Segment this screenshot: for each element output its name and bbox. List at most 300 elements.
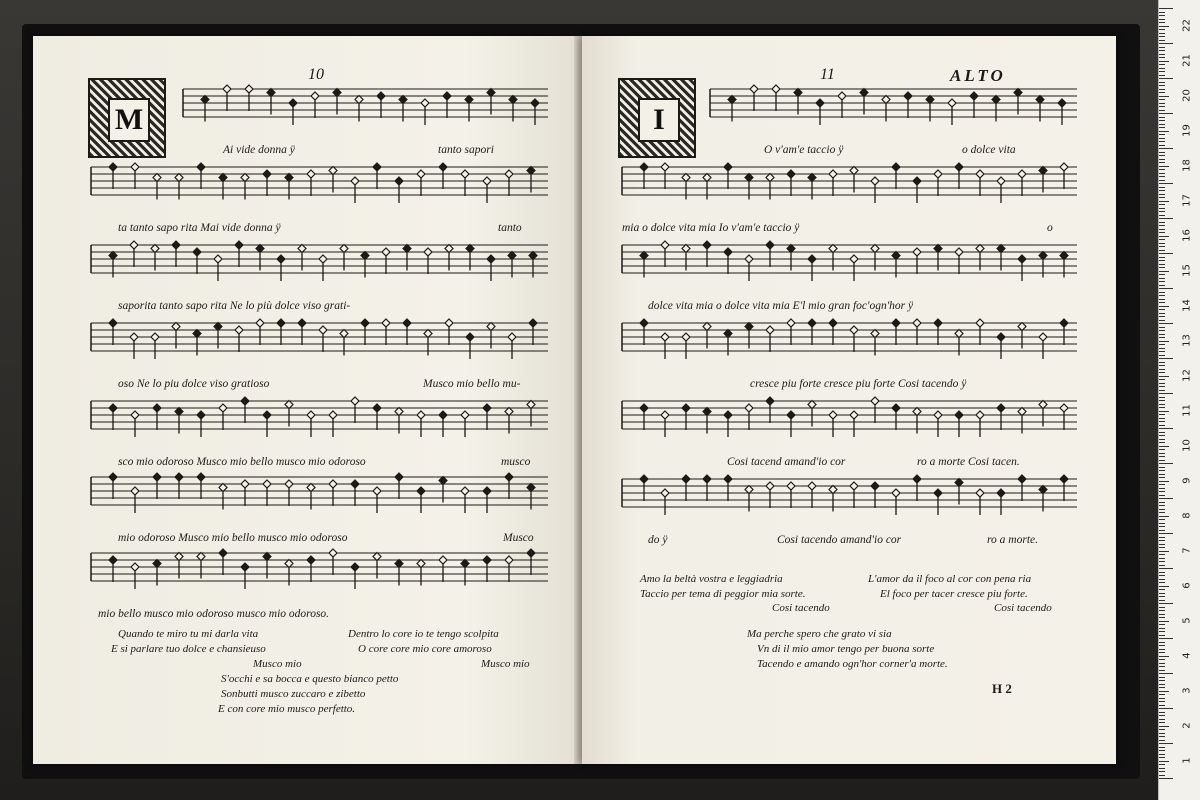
note-head xyxy=(997,177,1005,185)
note-head xyxy=(483,177,491,185)
signature-mark: H 2 xyxy=(992,681,1012,696)
ruler-tick xyxy=(1159,754,1165,755)
note-head xyxy=(417,560,425,568)
note-head xyxy=(235,241,243,249)
ruler-tick xyxy=(1159,260,1165,261)
note-head xyxy=(724,163,732,171)
ruler-tick xyxy=(1159,449,1165,450)
ruler-tick xyxy=(1159,705,1165,706)
note-head xyxy=(263,480,271,488)
note-head xyxy=(285,560,293,568)
note-head xyxy=(1039,333,1047,341)
ruler-tick xyxy=(1159,491,1165,492)
note-head xyxy=(109,473,117,481)
note-head xyxy=(417,170,425,178)
ruler-tick xyxy=(1159,484,1165,485)
ruler-tick xyxy=(1159,369,1165,370)
music-staff xyxy=(91,549,548,589)
verse-line: S'occhi e sa bocca e questo bianco petto xyxy=(221,673,399,685)
note-head xyxy=(1018,323,1026,331)
ruler-tick xyxy=(1159,432,1165,433)
note-head xyxy=(808,255,816,263)
ruler-tick xyxy=(1159,474,1165,475)
ruler-tick xyxy=(1159,463,1173,464)
note-head xyxy=(1060,252,1068,260)
ruler-tick xyxy=(1159,379,1165,380)
ruler-tick xyxy=(1159,295,1165,296)
note-head xyxy=(682,174,690,182)
ruler-tick xyxy=(1159,327,1165,328)
lyric-line: mia o dolce vita mia Io v'am'e taccio ÿ xyxy=(622,222,800,234)
ruler-tick xyxy=(1159,218,1173,219)
ruler-tick xyxy=(1159,334,1165,335)
note-head xyxy=(992,96,1000,104)
note-head xyxy=(816,99,824,107)
note-head xyxy=(109,556,117,564)
ruler-tick xyxy=(1159,624,1165,625)
note-head xyxy=(245,85,253,93)
ruler-tick xyxy=(1159,736,1165,737)
ruler-tick xyxy=(1159,57,1165,58)
ruler-tick xyxy=(1159,243,1165,244)
ruler-number: 3 xyxy=(1181,687,1193,694)
ruler-tick xyxy=(1159,239,1165,240)
note-head xyxy=(892,489,900,497)
note-head xyxy=(241,397,249,405)
ruler-tick xyxy=(1159,400,1165,401)
ruler-tick xyxy=(1159,89,1165,90)
ruler-tick xyxy=(1159,764,1165,765)
note-head xyxy=(487,89,495,97)
note-head xyxy=(745,323,753,331)
ruler-tick xyxy=(1159,663,1165,664)
ruler-tick xyxy=(1159,176,1165,177)
note-head xyxy=(787,411,795,419)
note-head xyxy=(913,177,921,185)
note-head xyxy=(997,333,1005,341)
ruler-tick xyxy=(1159,341,1169,342)
verse-line: Tacendo e amando ogn'hor corner'a morte. xyxy=(757,658,948,670)
ruler-tick xyxy=(1159,103,1165,104)
note-head xyxy=(661,489,669,497)
note-head xyxy=(892,163,900,171)
note-head xyxy=(934,319,942,327)
ruler-tick xyxy=(1159,348,1165,349)
ruler-tick xyxy=(1159,355,1165,356)
note-head xyxy=(445,245,453,253)
note-head xyxy=(976,245,984,253)
note-head xyxy=(850,411,858,419)
ruler-tick xyxy=(1159,659,1165,660)
ruler-tick xyxy=(1159,649,1165,650)
note-head xyxy=(892,319,900,327)
ruler-tick xyxy=(1159,281,1165,282)
note-head xyxy=(976,319,984,327)
note-head xyxy=(1039,486,1047,494)
ruler-tick xyxy=(1159,446,1169,447)
lyric-line: Musco mio bello mu- xyxy=(423,378,521,390)
ruler-tick xyxy=(1159,656,1169,657)
note-head xyxy=(529,252,537,260)
note-head xyxy=(373,163,381,171)
note-head xyxy=(955,163,963,171)
note-head xyxy=(850,482,858,490)
ruler-tick xyxy=(1159,607,1165,608)
note-head xyxy=(955,479,963,487)
note-head xyxy=(153,560,161,568)
ruler-tick xyxy=(1159,351,1165,352)
note-head xyxy=(417,411,425,419)
ruler-tick xyxy=(1159,519,1165,520)
note-head xyxy=(131,163,139,171)
note-head xyxy=(153,174,161,182)
ruler-tick xyxy=(1159,54,1165,55)
note-head xyxy=(1060,319,1068,327)
ruler-tick xyxy=(1159,47,1165,48)
note-head xyxy=(745,486,753,494)
note-head xyxy=(483,556,491,564)
note-head xyxy=(766,482,774,490)
ruler-tick xyxy=(1159,208,1165,209)
ruler-tick xyxy=(1159,323,1173,324)
note-head xyxy=(661,411,669,419)
ruler-tick xyxy=(1159,533,1173,534)
lyric-line: tanto xyxy=(498,222,522,234)
ruler-tick xyxy=(1159,386,1165,387)
music-staff xyxy=(91,397,548,437)
note-head xyxy=(1014,89,1022,97)
note-head xyxy=(131,411,139,419)
note-head xyxy=(948,99,956,107)
note-head xyxy=(241,174,249,182)
note-head xyxy=(329,549,337,557)
note-head xyxy=(395,560,403,568)
note-head xyxy=(829,486,837,494)
ruler-tick xyxy=(1159,152,1165,153)
ruler-tick xyxy=(1159,603,1173,604)
note-head xyxy=(214,255,222,263)
ruler-tick xyxy=(1159,610,1165,611)
note-head xyxy=(640,319,648,327)
note-head xyxy=(329,480,337,488)
ruler-tick xyxy=(1159,778,1173,779)
verse-line: Cosi tacendo xyxy=(772,602,830,614)
note-head xyxy=(263,170,271,178)
note-head xyxy=(997,404,1005,412)
note-head xyxy=(703,408,711,416)
note-head xyxy=(913,319,921,327)
ruler-tick xyxy=(1159,194,1165,195)
ruler-tick xyxy=(1159,337,1165,338)
note-head xyxy=(197,553,205,561)
ruler-tick xyxy=(1159,330,1165,331)
ruler-tick xyxy=(1159,586,1169,587)
music-staff xyxy=(183,85,548,125)
note-head xyxy=(529,319,537,327)
ruler-tick xyxy=(1159,390,1165,391)
note-head xyxy=(766,326,774,334)
ruler-tick xyxy=(1159,404,1165,405)
ruler-tick xyxy=(1159,456,1165,457)
ruler-tick xyxy=(1159,229,1165,230)
ruler-tick xyxy=(1159,302,1165,303)
ruler-tick xyxy=(1159,232,1165,233)
note-head xyxy=(934,411,942,419)
note-head xyxy=(235,326,243,334)
ruler-tick xyxy=(1159,85,1165,86)
ruler-tick xyxy=(1159,183,1173,184)
note-head xyxy=(461,487,469,495)
ruler-tick xyxy=(1159,64,1165,65)
ruler-tick xyxy=(1159,414,1165,415)
ruler-tick xyxy=(1159,29,1165,30)
note-head xyxy=(172,241,180,249)
note-head xyxy=(109,404,117,412)
note-head xyxy=(439,556,447,564)
lyric-line: ta tanto sapo rita Mai vide donna ÿ xyxy=(118,222,281,234)
ruler-tick xyxy=(1159,516,1169,517)
ruler-tick xyxy=(1159,544,1165,545)
ruler-number: 16 xyxy=(1181,229,1193,242)
ruler-tick xyxy=(1159,477,1165,478)
ruler-tick xyxy=(1159,180,1165,181)
note-head xyxy=(351,397,359,405)
ruler-tick xyxy=(1159,523,1165,524)
note-head xyxy=(970,92,978,100)
ruler-tick xyxy=(1159,372,1165,373)
ruler-number: 17 xyxy=(1181,194,1193,207)
initial-letter: M xyxy=(108,98,150,142)
note-head xyxy=(1018,475,1026,483)
ruler-tick xyxy=(1159,460,1165,461)
lyric-line: Cosi tacendo amand'io cor xyxy=(777,534,902,546)
ruler-tick xyxy=(1159,593,1165,594)
note-head xyxy=(661,241,669,249)
note-head xyxy=(219,484,227,492)
note-head xyxy=(277,319,285,327)
ruler-tick xyxy=(1159,159,1165,160)
ruler-number: 13 xyxy=(1181,334,1193,347)
ruler-tick xyxy=(1159,201,1169,202)
ruler-number: 15 xyxy=(1181,264,1193,277)
note-head xyxy=(745,255,753,263)
ruler-tick xyxy=(1159,621,1169,622)
note-head xyxy=(850,167,858,175)
note-head xyxy=(904,92,912,100)
ruler-tick xyxy=(1159,358,1173,359)
ruler-tick xyxy=(1159,467,1165,468)
note-head xyxy=(487,323,495,331)
note-head xyxy=(219,174,227,182)
note-head xyxy=(808,401,816,409)
note-head xyxy=(829,245,837,253)
ruler-tick xyxy=(1159,481,1169,482)
ruler-tick xyxy=(1159,558,1165,559)
ruler-tick xyxy=(1159,453,1165,454)
note-head xyxy=(976,170,984,178)
note-head xyxy=(373,487,381,495)
note-head xyxy=(808,319,816,327)
ruler-tick xyxy=(1159,498,1173,499)
ruler-tick xyxy=(1159,92,1165,93)
note-head xyxy=(955,411,963,419)
note-head xyxy=(772,85,780,93)
note-head xyxy=(424,330,432,338)
ruler-tick xyxy=(1159,757,1165,758)
ruler-tick xyxy=(1159,68,1165,69)
note-head xyxy=(439,411,447,419)
ruler-tick xyxy=(1159,71,1165,72)
ruler-tick xyxy=(1159,768,1165,769)
note-head xyxy=(531,99,539,107)
verse-line: Amo la beltà vostra e leggiadria xyxy=(640,573,783,585)
note-head xyxy=(483,404,491,412)
ruler-tick xyxy=(1159,428,1173,429)
note-head xyxy=(109,319,117,327)
verse-line: El foco per tacer cresce piu forte. xyxy=(880,588,1028,600)
music-staff xyxy=(622,241,1077,281)
note-head xyxy=(787,319,795,327)
ruler-tick xyxy=(1159,82,1165,83)
ruler-tick xyxy=(1159,677,1165,678)
note-head xyxy=(913,475,921,483)
ruler-tick xyxy=(1159,99,1165,100)
verse-line: Quando te miro tu mi darla vita xyxy=(118,628,259,640)
note-head xyxy=(461,560,469,568)
note-head xyxy=(417,487,425,495)
note-head xyxy=(298,319,306,327)
ruler-tick xyxy=(1159,393,1173,394)
note-head xyxy=(703,174,711,182)
verse-line: Cosi tacendo xyxy=(994,602,1052,614)
ruler-number: 11 xyxy=(1181,404,1193,417)
ruler-tick xyxy=(1159,761,1169,762)
ruler-tick xyxy=(1159,365,1165,366)
note-head xyxy=(829,319,837,327)
ruler-tick xyxy=(1159,264,1165,265)
note-head xyxy=(1060,475,1068,483)
ruler-tick xyxy=(1159,439,1165,440)
note-head xyxy=(926,96,934,104)
ruler-tick xyxy=(1159,124,1165,125)
ruler-tick xyxy=(1159,635,1165,636)
note-head xyxy=(703,475,711,483)
ruler-number: 4 xyxy=(1181,652,1193,659)
note-head xyxy=(787,245,795,253)
lyric-line: mio odoroso Musco mio bello musco mio odoroso xyxy=(118,532,348,544)
ruler-number: 20 xyxy=(1181,89,1193,102)
ruler-tick xyxy=(1159,120,1165,121)
ruler-tick xyxy=(1159,729,1165,730)
ruler-tick xyxy=(1159,26,1169,27)
ruler-tick xyxy=(1159,701,1165,702)
initial-letter: I xyxy=(638,98,680,142)
note-head xyxy=(724,248,732,256)
note-head xyxy=(892,252,900,260)
ruler-tick xyxy=(1159,19,1165,20)
ruler-tick xyxy=(1159,442,1165,443)
note-head xyxy=(333,89,341,97)
music-staff xyxy=(622,319,1077,359)
ruler-tick xyxy=(1159,344,1165,345)
ruler-number: 10 xyxy=(1181,439,1193,452)
ruler-tick xyxy=(1159,561,1165,562)
ruler-tick xyxy=(1159,614,1165,615)
ruler-tick xyxy=(1159,530,1165,531)
ruler-tick xyxy=(1159,376,1169,377)
ruler-tick xyxy=(1159,502,1165,503)
note-head xyxy=(172,323,180,331)
ruler-tick xyxy=(1159,138,1165,139)
note-head xyxy=(913,248,921,256)
ruler-tick xyxy=(1159,673,1173,674)
ruler-tick xyxy=(1159,645,1165,646)
note-head xyxy=(377,92,385,100)
ruler-tick xyxy=(1159,309,1165,310)
ruler-tick xyxy=(1159,540,1165,541)
note-head xyxy=(527,167,535,175)
note-head xyxy=(509,96,517,104)
note-head xyxy=(267,89,275,97)
note-head xyxy=(175,473,183,481)
ruler-tick xyxy=(1159,425,1165,426)
note-head xyxy=(1036,96,1044,104)
ruler-tick xyxy=(1159,117,1165,118)
note-head xyxy=(319,255,327,263)
verse-line: Sonbutti musco zuccaro e zibetto xyxy=(221,688,366,700)
ruler-tick xyxy=(1159,421,1165,422)
note-head xyxy=(351,177,359,185)
ruler-tick xyxy=(1159,617,1165,618)
note-head xyxy=(151,333,159,341)
ruler-tick xyxy=(1159,652,1165,653)
lyric-line: Ai vide donna ÿ xyxy=(223,144,295,156)
note-head xyxy=(130,241,138,249)
ruler-tick xyxy=(1159,313,1165,314)
verse-line: E si parlare tuo dolce e chansieuso xyxy=(111,643,266,655)
note-head xyxy=(329,167,337,175)
note-head xyxy=(399,96,407,104)
ruler-tick xyxy=(1159,271,1169,272)
note-head xyxy=(505,556,513,564)
note-head xyxy=(934,245,942,253)
note-head xyxy=(421,99,429,107)
note-head xyxy=(461,170,469,178)
ruler-tick xyxy=(1159,173,1165,174)
ruler-tick xyxy=(1159,204,1165,205)
note-head xyxy=(527,401,535,409)
ruler-tick xyxy=(1159,197,1165,198)
note-head xyxy=(445,319,453,327)
ruler-tick xyxy=(1159,554,1165,555)
ruler-tick xyxy=(1159,299,1165,300)
ruler-tick xyxy=(1159,687,1165,688)
ruler-number: 6 xyxy=(1181,582,1193,589)
note-head xyxy=(640,475,648,483)
ruler-number: 19 xyxy=(1181,124,1193,137)
note-head xyxy=(505,408,513,416)
note-head xyxy=(465,96,473,104)
note-head xyxy=(808,482,816,490)
ruler-tick xyxy=(1159,579,1165,580)
note-head xyxy=(153,473,161,481)
verse-line: Taccio per tema di peggior mia sorte. xyxy=(640,588,806,600)
ruler-tick xyxy=(1159,134,1165,135)
ruler-tick xyxy=(1159,110,1165,111)
ruler-tick xyxy=(1159,582,1165,583)
ruler-tick xyxy=(1159,155,1165,156)
note-head xyxy=(443,92,451,100)
